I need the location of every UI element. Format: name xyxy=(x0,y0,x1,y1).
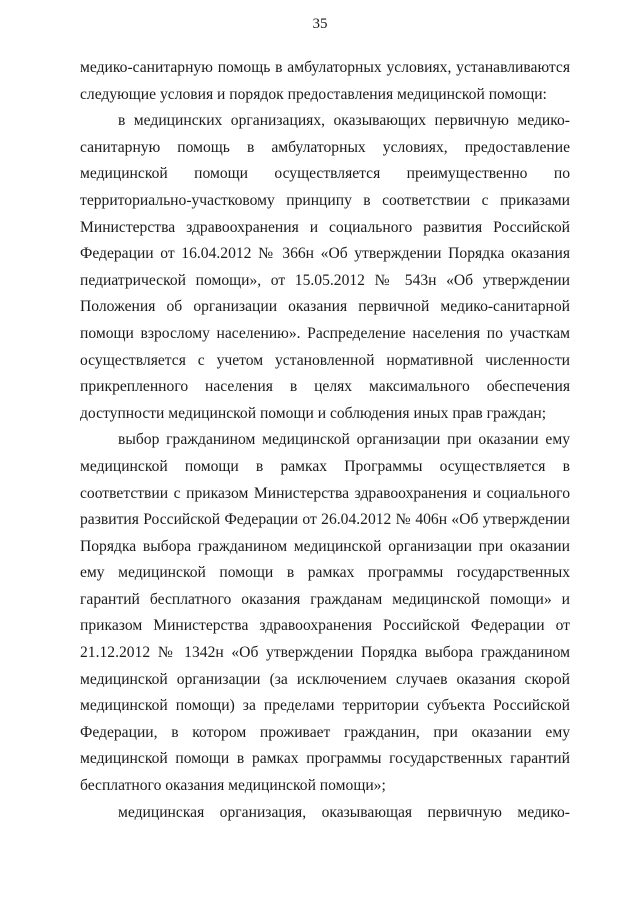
paragraph-continuation: медико-санитарную помощь в амбулаторных условиях, устанавливаются следующие условия и порядок предоставления медицинской помощи: xyxy=(80,59,570,103)
paragraph-primary-care-start: медицинская организация, оказывающая первичную медико- xyxy=(118,803,570,821)
paragraph-outpatient-care: в медицинских организациях, оказывающих первичную медико-санитарную помощь в амбулаторных условиях, предоставление медицинской помощи осуществляется преимущественно по территориально-участковому принципу в соответствии с приказами Министерства здравоохранения и социального развития Российской Федерации от 16.04.2012 № 366н «Об утверждении Порядка оказания педиатрической помощи», от 15.05.2012 № 543н «Об утверждении Положения об организации оказания первичной медико-санитарной помощи взрослому населению». Распределение населения по участкам осуществляется с учетом установленной нормативной численности прикрепленного населения в целях максимального обеспечения доступности медицинской помощи и соблюдения иных прав граждан; xyxy=(80,112,570,422)
document-body xyxy=(80,55,570,826)
paragraph-organization-choice: выбор гражданином медицинской организации при оказании ему медицинской помощи в рамках Программы осуществляется в соответствии с приказом Министерства здравоохранения и социального развития Российской Федерации от 26.04.2012 № 406н «Об утверждении Порядка выбора гражданином медицинской организации при оказании ему медицинской помощи в рамках программы государственных гарантий бесплатного оказания гражданам медицинской помощи» и приказом Министерства здравоохранения Российской Федерации от 21.12.2012 № 1342н «Об утверждении Порядка выбора гражданином медицинской организации (за исключением случаев оказания скорой медицинской помощи) за пределами территории субъекта Российской Федерации, в котором проживает гражданин, при оказании ему медицинской помощи в рамках программы государственных гарантий бесплатного оказания медицинской помощи»; xyxy=(80,431,570,795)
page-number: 35 xyxy=(312,16,328,32)
